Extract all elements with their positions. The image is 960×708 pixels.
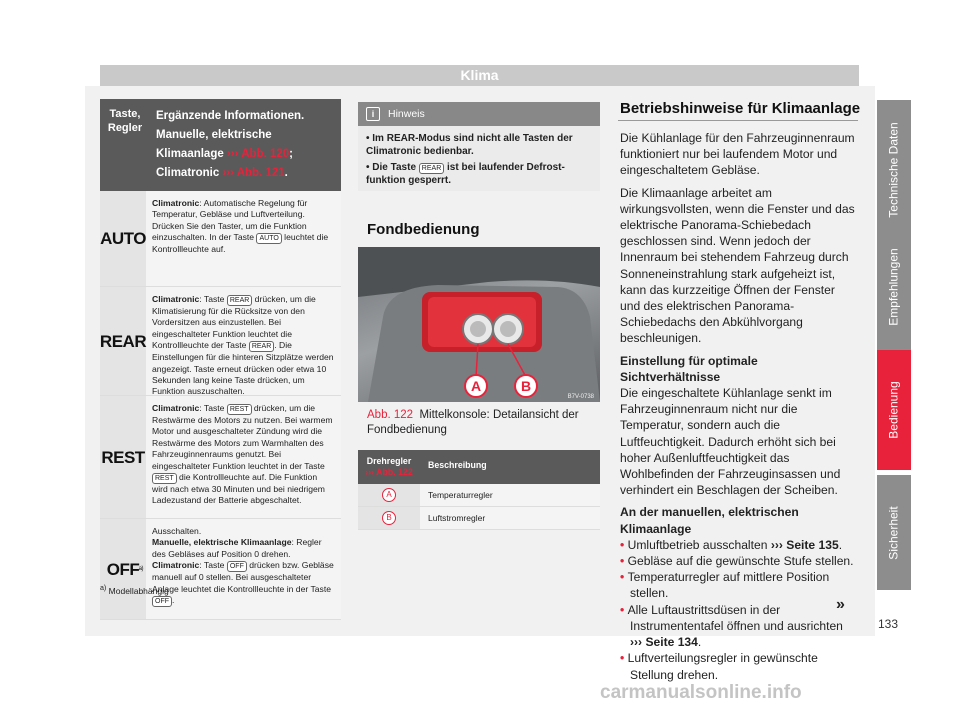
caption-text: Mittelkonsole: Detailansicht der Fondbedienung bbox=[367, 409, 579, 436]
row-text: . bbox=[172, 595, 175, 606]
row-text: Ausschalten. bbox=[152, 526, 202, 536]
paragraph: Die eingeschaltete Kühlanlage senkt im Fahrzeuginnenraum nicht nur die Temperatur, sondern auch die Luftfeuchtigkeit. Dadurch erhöht sich bei hoher Außenluftfeuchtigkeit das Wohlbefinden der Fahrzeuginsassen und verhindert ein Beschlagen der Scheiben. bbox=[620, 386, 841, 498]
photo-label-a: A bbox=[470, 378, 482, 394]
key-chip: OFF bbox=[227, 561, 247, 572]
key-chip: REAR bbox=[419, 163, 444, 174]
knob-marker-b: B bbox=[382, 511, 396, 525]
bullet-item: • Luftverteilungsregler in gewünschte Stellung drehen. bbox=[620, 650, 858, 682]
row-label: Climatronic bbox=[152, 198, 200, 208]
key-chip: OFF bbox=[152, 596, 172, 607]
header-col-info: Ergänzende Informationen. Manuelle, elektrische Klimaanlage ››› Abb. 120; Climatronic ››› Abb. 121. bbox=[156, 110, 305, 179]
note-text: ist bei laufender Defrost-funktion gesperrt. bbox=[366, 162, 565, 186]
figure-ref-122[interactable]: ››› Abb. 122 bbox=[365, 467, 413, 477]
knob-desc: Temperaturregler bbox=[420, 484, 600, 506]
tab-label: Sicherheit bbox=[887, 505, 901, 560]
note-box bbox=[358, 102, 600, 191]
row-text: drücken, um die Restwärme des Motors zu nutzen. Bei warmem Motor und ausgeschalteter Zündung wird die Restwärme des Motors zum Warmhalten des Fahrzeuginnenraums genutzt. Bei eingeschalteter Funktion leuchtet in der Taste bbox=[152, 403, 333, 471]
row-label: Climatronic bbox=[152, 403, 200, 413]
bullet-item: • Temperaturregler auf mittlere Position stellen. bbox=[620, 569, 858, 601]
page-ref-134[interactable]: ››› Seite 134 bbox=[630, 635, 698, 650]
page-header: Klima bbox=[100, 65, 859, 86]
paragraph: Die Kühlanlage für den Fahrzeuginnenraum funktioniert nur bei laufendem Motor und eingeschaltetem Gebläse. bbox=[620, 131, 855, 178]
key-off-label: OFF bbox=[106, 559, 140, 579]
figure-caption bbox=[367, 408, 597, 438]
key-chip: REST bbox=[152, 473, 177, 484]
knob-table bbox=[358, 450, 600, 530]
console-photo bbox=[358, 247, 600, 402]
caption-ref: Abb. 122 bbox=[367, 409, 414, 421]
table-row bbox=[100, 287, 341, 396]
key-chip: REAR bbox=[227, 295, 252, 306]
key-rear: REAR bbox=[100, 287, 146, 395]
knob-marker-a: A bbox=[382, 488, 396, 502]
tab-technische-daten[interactable] bbox=[877, 100, 911, 240]
header-text: Drehregler bbox=[366, 456, 412, 466]
table-row bbox=[100, 519, 341, 620]
key-chip: REAR bbox=[249, 341, 274, 352]
header-col-desc: Beschreibung bbox=[428, 460, 487, 470]
tab-label: Technische Daten bbox=[887, 122, 902, 218]
row-text: drücken, um die Klimatisierung für die Rücksitze von den Vordersitzen aus einzustellen. Bei eingeschalteter Funktion leuchtet die Kontrollleuchte der Taste bbox=[152, 294, 316, 351]
row-label: Climatronic bbox=[152, 560, 200, 571]
row-text: die Kontrollleuchte auf. Die Funktion wird nach etwa 30 Minuten und bei niedrigem Ladezustand der Batterie abgeschaltet. bbox=[152, 472, 325, 506]
row-text: : Regler des Gebläses auf Position 0 drehen. bbox=[152, 537, 322, 559]
knob-table-header bbox=[358, 450, 600, 484]
continue-arrow: » bbox=[836, 596, 845, 613]
table-row bbox=[100, 191, 341, 287]
bullet-item: • Gebläse auf die gewünschte Stufe stellen. bbox=[620, 553, 858, 569]
row-description bbox=[146, 519, 341, 619]
page-ref-135[interactable]: ››› Seite 135 bbox=[770, 537, 839, 552]
figure-ref-120[interactable]: ››› Abb. 120 bbox=[226, 148, 290, 160]
row-text: : Taste bbox=[199, 403, 225, 413]
bullet-text: Alle Luftaustrittsdüsen in der Instrumententafel öffnen und ausrichten bbox=[627, 602, 843, 633]
row-label: Climatronic bbox=[152, 294, 200, 304]
row-text: . Die Einstellungen für die hinteren Sitzplätze werden angezeigt. Taste erneut drücken oder etwa 10 Sekunden lang keine Taste drücken, um Funktion auszuschalten. bbox=[152, 340, 334, 397]
paragraph: Die Klimaanlage arbeitet am wirkungsvollsten, wenn die Fenster und das elektrische Panorama-Schiebedach geschlossen sind. Wenn jedoch der Innenraum bei stehendem Fahrzeug durch Sonneneinstrahlung stark aufgeheizt ist, kann das kurzzeitige Öffnen der Fenster und des elektrischen Panorama-Schiebedachs den Abkühlvorgang beschleunigen. bbox=[620, 185, 855, 346]
key-chip: REST bbox=[227, 404, 252, 415]
note-item bbox=[366, 161, 592, 187]
key-off bbox=[100, 519, 146, 619]
knob-desc: Luftstromregler bbox=[420, 507, 600, 529]
bullet-item: • Umluftbetrieb ausschalten ››› Seite 135. bbox=[620, 537, 858, 553]
key-chip: AUTO bbox=[256, 233, 281, 244]
page-number: 133 bbox=[878, 617, 899, 631]
tab-label: Bedienung bbox=[887, 381, 902, 439]
watermark: carmanualsonline.info bbox=[600, 682, 802, 703]
row-description bbox=[146, 396, 341, 518]
tab-bedienung[interactable] bbox=[877, 350, 911, 470]
header-col-key: Taste, Regler bbox=[107, 108, 143, 134]
tab-label: Empfehlungen bbox=[887, 248, 902, 326]
table-row bbox=[100, 396, 341, 519]
header-text-b: ; Climatronic bbox=[156, 148, 293, 179]
table-row bbox=[358, 507, 600, 530]
table-row bbox=[358, 484, 600, 507]
operation-text bbox=[620, 130, 858, 683]
note-header bbox=[358, 102, 600, 126]
subheading: An der manuellen, elektrischen Klimaanlage bbox=[620, 505, 799, 536]
info-icon: i bbox=[366, 107, 380, 121]
note-list bbox=[358, 132, 600, 187]
knob-key-cell bbox=[358, 507, 420, 529]
header-col-knob bbox=[358, 450, 420, 484]
key-rest: REST bbox=[100, 396, 146, 518]
section-title-fond: Fondbedienung bbox=[367, 221, 480, 238]
knob-key-cell bbox=[358, 484, 420, 506]
photo-code: B7V-0738 bbox=[567, 394, 594, 400]
bullet-text: Umluftbetrieb ausschalten bbox=[627, 537, 768, 552]
row-text: leuchtet die Kontrollleuchte auf. bbox=[152, 232, 329, 255]
note-title: Hinweis bbox=[388, 108, 425, 120]
console-illustration bbox=[358, 247, 600, 402]
row-label: Manuelle, elektrische Klimaanlage bbox=[152, 537, 292, 548]
row-description bbox=[146, 191, 341, 286]
footnote bbox=[100, 584, 169, 596]
tab-sicherheit[interactable] bbox=[877, 475, 911, 590]
photo-label-b: B bbox=[520, 378, 532, 394]
figure-ref-121[interactable]: ››› Abb. 121 bbox=[222, 167, 285, 179]
row-text: : Taste bbox=[199, 294, 225, 304]
note-text: Die Taste bbox=[372, 162, 417, 173]
row-text: : Taste bbox=[199, 560, 225, 571]
footnote-text: Modellabhängig bbox=[108, 585, 169, 596]
subheading: Einstellung für optimale Sichtverhältnisse bbox=[620, 353, 758, 384]
section-title-operation: Betriebshinweise für Klimaanlage bbox=[620, 100, 861, 117]
table-header bbox=[100, 99, 341, 191]
bullet-item: • Alle Luftaustrittsdüsen in der Instrumententafel öffnen und ausrichten ››› Seite 134. bbox=[620, 602, 858, 651]
row-text: drücken bzw. Gebläse manuell auf 0 stellen. Bei ausgeschalteter Anlage leuchtet die Kontrollleuchte in der Taste bbox=[152, 560, 334, 594]
footnote-mark: a) bbox=[100, 584, 107, 592]
key-auto: AUTO bbox=[100, 191, 146, 286]
row-description bbox=[146, 287, 341, 395]
row-text: : Automatische Regelung für Temperatur, Gebläse und Luftverteilung. Drücken Sie den Taster, um die Funktion einzuschalten. In der Taste bbox=[152, 198, 308, 243]
footnote-marker: a) bbox=[138, 566, 143, 572]
note-item: • Im REAR-Modus sind nicht alle Tasten der Climatronic bedienbar. bbox=[366, 132, 592, 158]
title-divider bbox=[618, 120, 858, 121]
tab-empfehlungen[interactable] bbox=[877, 222, 911, 352]
controls-table bbox=[100, 99, 341, 620]
header-text: Ergänzende Informationen. Manuelle, elektrische Klimaanlage bbox=[156, 110, 305, 160]
